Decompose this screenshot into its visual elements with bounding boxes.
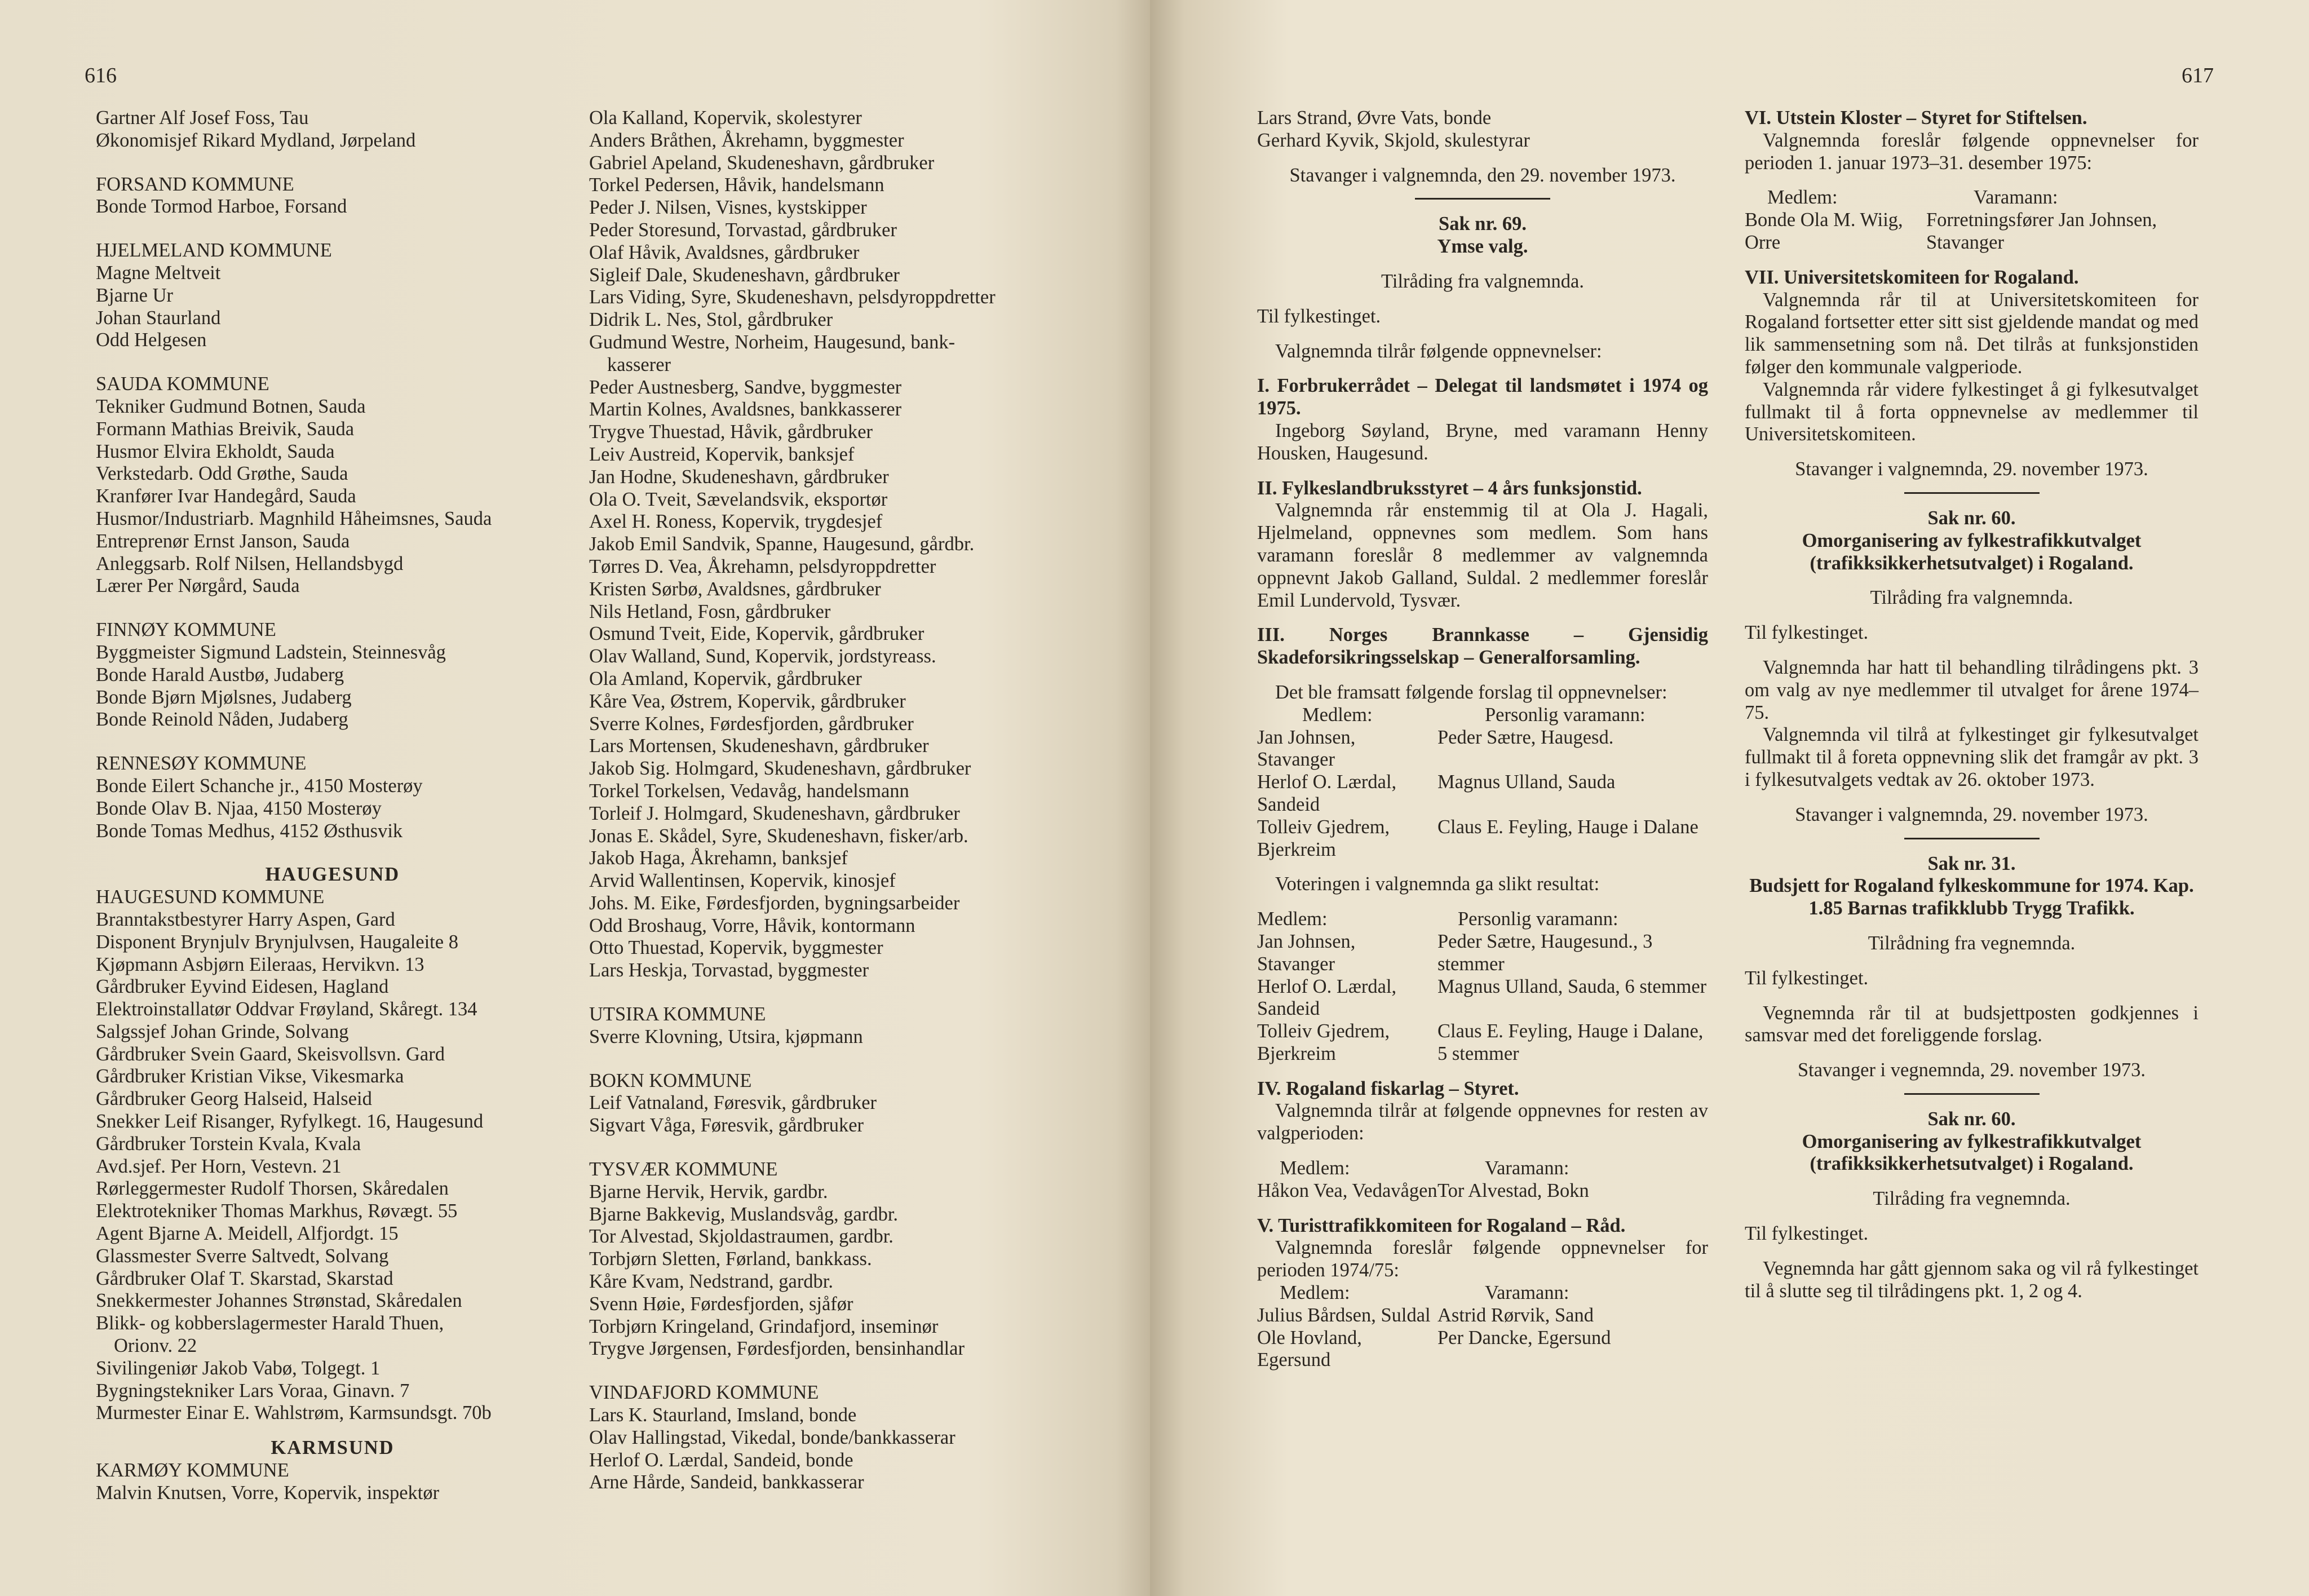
list-item: Byggmeister Sigmund Ladstein, Steinnesvåg: [96, 641, 446, 663]
list-item: Bonde Eilert Schanche jr., 4150 Mosterøy: [96, 775, 423, 797]
paragraph: Valgnemnda vil tilrå at fylkestinget gir fylkesutvalget fullmakt til å foreta oppnevning slik det framgår av pkt. 3 i fylkesutvalgets vedtak av 26. oktober 1973.: [1745, 724, 2199, 790]
list-item: Ola O. Tveit, Sævelandsvik, eksportør: [589, 488, 888, 510]
list-item: Torbjørn Sletten, Førland, bankkass.: [589, 1248, 872, 1270]
case-subtitle: Omorganisering av fylkestrafikkutvalget (trafikksikkerhetsutvalget) i Rogaland.: [1802, 1130, 2142, 1175]
list-item: Entreprenør Ernst Janson, Sauda: [96, 530, 350, 552]
signature-line: Stavanger i vegnemnda, 29. november 1973.: [1797, 1059, 2146, 1081]
list-item: Økonomisjef Rikard Mydland, Jørpeland: [96, 129, 416, 151]
list-item: Jan Hodne, Skudeneshavn, gårdbruker: [589, 466, 889, 488]
list-item: Orionv. 22: [114, 1335, 197, 1357]
municipality-heading: RENNESØY KOMMUNE: [96, 753, 307, 775]
paragraph: Valgnemnda tilrår følgende oppnevnelser:: [1275, 340, 1602, 362]
table-row: [1257, 1305, 1708, 1327]
list-item: Osmund Tveit, Eide, Kopervik, gårdbruker: [589, 623, 925, 645]
list-item: Olav Hallingstad, Vikedal, bonde/bankkasserar: [589, 1426, 956, 1448]
spacer: [589, 1360, 1063, 1382]
column-header: Varamann:: [1974, 187, 2058, 209]
case-title: Sak nr. 69.: [1439, 213, 1527, 235]
spacer: [589, 1137, 1063, 1159]
column-header: Medlem:: [1280, 1282, 1350, 1304]
list-item: Kåre Vea, Østrem, Kopervik, gårdbruker: [589, 690, 906, 712]
list-item: Rørleggermester Rudolf Thorsen, Skåredalen: [96, 1178, 449, 1200]
list-item: Lars Viding, Syre, Skudeneshavn, pelsdyroppdretter: [589, 286, 996, 308]
table-header: [1257, 908, 1708, 931]
column-header: Personlig varamann:: [1485, 704, 1646, 726]
table-cell: Julius Bårdsen, Suldal: [1257, 1304, 1431, 1326]
list-item: Bygningstekniker Lars Voraa, Ginavn. 7: [96, 1380, 410, 1402]
paragraph: Ingeborg Søyland, Bryne, med varamann Henny Housken, Haugesund.: [1257, 419, 1708, 464]
spacer: [96, 152, 569, 174]
table-row: [1257, 816, 1708, 861]
list-item: Sivilingeniør Jakob Vabø, Tolgegt. 1: [96, 1357, 381, 1379]
table-cell: Håkon Vea, Vedavågen: [1257, 1179, 1437, 1201]
section-title: I. Forbrukerrådet – Delegat til landsmøtet i 1974 og 1975.: [1257, 375, 1708, 419]
section-title: VII. Universitetskomiteen for Rogaland.: [1745, 266, 2079, 288]
list-item: Torkel Torkelsen, Vedavåg, handelsmann: [589, 780, 909, 802]
paragraph: Valgnemnda foreslår følgende oppnevnelser for perioden 1. januar 1973–31. desember 1975:: [1745, 129, 2199, 174]
list-item: Sverre Kolnes, Førdesfjorden, gårdbruker: [589, 713, 914, 735]
list-item: Verkstedarb. Odd Grøthe, Sauda: [96, 463, 348, 485]
list-item: Anleggsarb. Rolf Nilsen, Hellandsbygd: [96, 552, 404, 574]
spacer: [96, 218, 569, 240]
left-column-2: [589, 107, 1063, 1494]
list-item: Gårdbruker Olaf T. Skarstad, Skarstad: [96, 1267, 393, 1289]
right-page: [1150, 0, 2309, 1596]
divider-rule: [1904, 1093, 2040, 1095]
list-item: Gabriel Apeland, Skudeneshavn, gårdbruker: [589, 152, 935, 174]
list-item: Gårdbruker Torstein Kvala, Kvala: [96, 1133, 361, 1155]
table-cell: Magnus Ulland, Sauda, 6 stemmer: [1437, 975, 1707, 997]
list-item: Bonde Tormod Harboe, Forsand: [96, 196, 347, 218]
divider-rule: [1415, 198, 1550, 200]
recommendation-heading: Tilråding fra vegnemnda.: [1873, 1188, 2071, 1210]
list-item: Blikk- og kobberslagermester Harald Thuen,: [96, 1312, 444, 1334]
list-item: Magne Meltveit: [96, 262, 221, 284]
column-header: Medlem:: [1280, 1157, 1350, 1179]
paragraph: Valgnemnda rår videre fylkestinget å gi fylkesutvalget fullmakt til å forta oppnevnelse av medlemmer til Universitetskomiteen.: [1745, 378, 2199, 445]
list-item: Ola Kalland, Kopervik, skolestyrer: [589, 107, 862, 129]
list-item: Torbjørn Kringeland, Grindafjord, inseminør: [589, 1315, 939, 1337]
list-item: Trygve Thuestad, Håvik, gårdbruker: [589, 421, 873, 443]
list-item: Arne Hårde, Sandeid, bankkasserar: [589, 1471, 864, 1493]
list-item: Sigleif Dale, Skudeneshavn, gårdbruker: [589, 264, 900, 286]
paragraph: Vegnemnda rår til at budsjettposten godkjennes i samsvar med det foreliggende forslag.: [1745, 1002, 2199, 1046]
list-item: Didrik L. Nes, Stol, gårdbruker: [589, 309, 833, 331]
list-item: Lars Heskja, Torvastad, byggmester: [589, 960, 869, 982]
list-item: Ola Amland, Kopervik, gårdbruker: [589, 667, 862, 689]
list-item: Axel H. Roness, Kopervik, trygdesjef: [589, 511, 883, 533]
table-cell: Tor Alvestad, Bokn: [1437, 1179, 1589, 1201]
table-cell: Per Dancke, Egersund: [1437, 1327, 1611, 1349]
table-cell: Herlof O. Lærdal, Sandeid: [1257, 975, 1397, 1020]
table-row: [1257, 727, 1708, 772]
section-title: IV. Rogaland fiskarlag – Styret.: [1257, 1077, 1519, 1099]
municipality-heading: HAUGESUND KOMMUNE: [96, 886, 325, 908]
table-row: [1257, 931, 1708, 976]
paragraph: Voteringen i valgnemnda ga slikt resultat:: [1275, 873, 1600, 895]
spacer: [96, 1425, 569, 1437]
table-row: [1257, 1327, 1708, 1372]
list-item: Jakob Haga, Åkrehamn, banksjef: [589, 847, 848, 869]
list-item: Glassmester Sverre Saltvedt, Solvang: [96, 1245, 389, 1267]
list-item: Lars Mortensen, Skudeneshavn, gårdbruker: [589, 735, 929, 757]
spacer: [96, 352, 569, 373]
municipality-heading: FINNØY KOMMUNE: [96, 619, 276, 641]
list-item: Jakob Emil Sandvik, Spanne, Haugesund, gårdbr.: [589, 533, 975, 555]
paragraph: Det ble framsatt følgende forslag til oppnevnelser:: [1275, 681, 1667, 703]
column-header: Varamann:: [1485, 1157, 1569, 1179]
list-item: Snekkermester Johannes Strønstad, Skåredalen: [96, 1290, 462, 1312]
table-cell: Jan Johnsen, Stavanger: [1257, 726, 1356, 771]
list-item: Olav Walland, Sund, Kopervik, jordstyreass.: [589, 646, 936, 667]
list-item: Olaf Håvik, Avaldsnes, gårdbruker: [589, 241, 860, 263]
list-item: Nils Hetland, Fosn, gårdbruker: [589, 600, 831, 622]
addressee: Til fylkestinget.: [1745, 1223, 1869, 1245]
list-item: Salgssjef Johan Grinde, Solvang: [96, 1020, 349, 1042]
recommendation-heading: Tilråding fra valgnemnda.: [1870, 587, 2073, 609]
list-item: Husmor/Industriarb. Magnhild Håheimsnes, Sauda: [96, 507, 492, 529]
case-title: Sak nr. 31.: [1927, 852, 2016, 874]
municipality-heading: VINDAFJORD KOMMUNE: [589, 1382, 819, 1404]
list-item: Avd.sjef. Per Horn, Vestevn. 21: [96, 1155, 342, 1177]
column-header: Medlem:: [1302, 704, 1373, 726]
column-header: Varamann:: [1485, 1282, 1569, 1304]
right-column-1: [1257, 107, 1708, 1372]
list-item: Sverre Klovning, Utsira, kjøpmann: [589, 1025, 863, 1047]
signature-line: Stavanger i valgnemnda, 29. november 1973.: [1795, 458, 2148, 480]
case-subtitle: Budsjett for Rogaland fylkeskommune for 1974. Kap. 1.85 Barnas trafikklubb Trygg Trafikk.: [1749, 875, 2194, 919]
region-heading: KARMSUND: [271, 1437, 395, 1459]
table-cell: Peder Sætre, Haugesund., 3 stemmer: [1437, 930, 1653, 975]
list-item: Husmor Elvira Ekholdt, Sauda: [96, 440, 335, 462]
municipality-heading: TYSVÆR KOMMUNE: [589, 1159, 778, 1181]
list-item: Bonde Tomas Medhus, 4152 Østhusvik: [96, 820, 403, 842]
list-item: Disponent Brynjulv Brynjulvsen, Haugaleite 8: [96, 931, 458, 953]
signature-line: Stavanger i valgnemnda, 29. november 1973.: [1795, 803, 2148, 825]
list-item: Peder J. Nilsen, Visnes, kystskipper: [589, 197, 867, 219]
table-cell: Magnus Ulland, Sauda: [1437, 771, 1616, 793]
list-item: Gårdbruker Eyvind Eidesen, Hagland: [96, 976, 389, 998]
list-item: Herlof O. Lærdal, Sandeid, bonde: [589, 1449, 853, 1471]
paragraph: Valgnemnda rår enstemmig til at Ola J. Hagali, Hjelmeland, oppnevnes som medlem. Som hans varamann foreslår 8 medlemmer av valgnemnda oppnevnt Jakob Galland, Suldal. 2 medlemmer foreslår Emil Lundervold, Tysvær.: [1257, 499, 1708, 611]
table-cell: Claus E. Feyling, Hauge i Dalane: [1437, 816, 1698, 838]
list-item: Tor Alvestad, Skjoldastraumen, gardbr.: [589, 1226, 893, 1248]
list-item: Odd Broshaug, Vorre, Håvik, kontormann: [589, 914, 915, 936]
list-item: Otto Thuestad, Kopervik, byggmester: [589, 937, 883, 959]
spacer: [96, 731, 569, 753]
list-item: Gårdbruker Kristian Vikse, Vikesmarka: [96, 1066, 404, 1087]
list-item: Sigvart Våga, Føresvik, gårdbruker: [589, 1115, 864, 1137]
case-subtitle: Omorganisering av fylkestrafikkutvalget (trafikksikkerhetsutvalget) i Rogaland.: [1802, 529, 2142, 574]
recommendation-heading: Tilrådning fra vegnemnda.: [1868, 932, 2076, 954]
list-item: Gårdbruker Georg Halseid, Halseid: [96, 1088, 372, 1110]
text-line: Gerhard Kyvik, Skjold, skulestyrar: [1257, 129, 1530, 151]
list-item: Arvid Wallentinsen, Kopervik, kinosjef: [589, 870, 896, 892]
municipality-heading: HJELMELAND KOMMUNE: [96, 240, 332, 262]
list-item: Bonde Harald Austbø, Judaberg: [96, 664, 344, 686]
list-item: Elektrotekniker Thomas Markhus, Røvægt. 55: [96, 1200, 458, 1222]
table-cell: Ole Hovland, Egersund: [1257, 1327, 1362, 1371]
list-item: Odd Helgesen: [96, 329, 207, 351]
left-column-1: [96, 107, 569, 1505]
table-cell: Bonde Ola M. Wiig, Orre: [1745, 209, 1903, 253]
recommendation-heading: Tilråding fra valgnemnda.: [1381, 270, 1584, 292]
signature-line: Stavanger i valgnemnda, den 29. november 1973.: [1289, 164, 1676, 186]
municipality-heading: KARMØY KOMMUNE: [96, 1460, 289, 1482]
list-item: Gartner Alf Josef Foss, Tau: [96, 107, 309, 129]
section-title: V. Turisttrafikkomiteen for Rogaland – Råd.: [1257, 1214, 1626, 1236]
list-item: Leif Vatnaland, Føresvik, gårdbruker: [589, 1092, 877, 1114]
list-item: Svenn Høie, Førdesfjorden, sjåfør: [589, 1293, 853, 1315]
region-heading: HAUGESUND: [265, 864, 400, 886]
table-row: [1257, 1020, 1708, 1066]
list-item: Formann Mathias Breivik, Sauda: [96, 418, 355, 440]
page-number: 616: [85, 64, 117, 87]
table-cell: Tolleiv Gjedrem, Bjerkreim: [1257, 816, 1390, 860]
list-item: Elektroinstallatør Oddvar Frøyland, Skåregt. 134: [96, 998, 477, 1020]
list-item: Peder Storesund, Torvastad, gårdbruker: [589, 219, 897, 241]
divider-rule: [1904, 838, 2040, 839]
list-item: Kjøpmann Asbjørn Eileraas, Hervikvn. 13: [96, 953, 424, 975]
case-title: Sak nr. 60.: [1927, 1108, 2016, 1130]
list-item: Lærer Per Nørgård, Sauda: [96, 575, 300, 597]
section-title: III. Norges Brannkasse – Gjensidig Skadeforsikringsselskap – Generalforsamling.: [1257, 624, 1708, 669]
table-cell: Forretningsfører Jan Johnsen, Stavanger: [1926, 209, 2157, 253]
list-item: Kåre Kvam, Nedstrand, gardbr.: [589, 1271, 834, 1293]
column-header: Personlig varamann:: [1458, 908, 1618, 930]
table-cell: Tolleiv Gjedrem, Bjerkreim: [1257, 1020, 1390, 1064]
list-item: kasserer: [607, 353, 671, 375]
divider-rule: [1904, 492, 2040, 494]
case-subtitle: Ymse valg.: [1437, 236, 1528, 258]
table-row: [1257, 1180, 1708, 1202]
list-item: Bjarne Bakkevig, Muslandsvåg, gardbr.: [589, 1203, 899, 1225]
table-cell: Astrid Rørvik, Sand: [1437, 1304, 1594, 1326]
table-row: [1257, 976, 1708, 1021]
paragraph: Valgnemnda foreslår følgende oppnevnelser for perioden 1974/75:: [1257, 1237, 1708, 1281]
list-item: Tørres D. Vea, Åkrehamn, pelsdyroppdretter: [589, 555, 936, 577]
list-item: Branntakstbestyrer Harry Aspen, Gard: [96, 908, 395, 930]
addressee: Til fylkestinget.: [1745, 967, 1869, 989]
list-item: Johs. M. Eike, Førdesfjorden, bygningsarbeider: [589, 892, 960, 914]
list-item: Bonde Reinold Nåden, Judaberg: [96, 709, 348, 731]
list-item: Bonde Bjørn Mjølsnes, Judaberg: [96, 686, 352, 708]
list-item: Jakob Sig. Holmgard, Skudeneshavn, gårdbruker: [589, 758, 971, 780]
spacer: [589, 1049, 1063, 1070]
municipality-heading: UTSIRA KOMMUNE: [589, 1003, 766, 1025]
spacer: [96, 598, 569, 619]
case-title: Sak nr. 60.: [1927, 507, 2016, 529]
list-item: Bonde Olav B. Njaa, 4150 Mosterøy: [96, 797, 382, 819]
table-header: [1745, 187, 2199, 209]
table-header: [1257, 704, 1708, 727]
spacer: [96, 842, 569, 864]
municipality-heading: BOKN KOMMUNE: [589, 1069, 752, 1091]
table-header: [1257, 1157, 1708, 1180]
list-item: Torkel Pedersen, Håvik, handelsmann: [589, 174, 884, 196]
section-title: VI. Utstein Kloster – Styret for Stiftelsen.: [1745, 107, 2087, 129]
list-item: Peder Austnesberg, Sandve, byggmester: [589, 376, 902, 398]
left-page: [0, 0, 1150, 1596]
section-title: II. Fylkeslandbruksstyret – 4 års funksjonstid.: [1257, 477, 1642, 499]
list-item: Bjarne Hervik, Hervik, gardbr.: [589, 1181, 828, 1202]
table-cell: Herlof O. Lærdal, Sandeid: [1257, 771, 1397, 815]
column-header: Medlem:: [1257, 908, 1328, 930]
addressee: Til fylkestinget.: [1257, 305, 1381, 327]
table-cell: Peder Sætre, Haugesd.: [1437, 726, 1614, 748]
table-header: [1257, 1282, 1708, 1305]
right-column-2: [1745, 107, 2199, 1302]
paragraph: Valgnemnda tilrår at følgende oppnevnes for resten av valgperioden:: [1257, 1100, 1708, 1144]
list-item: Snekker Leif Risanger, Ryfylkegt. 16, Haugesund: [96, 1111, 484, 1133]
page-number: 617: [2182, 64, 2214, 87]
list-item: Tekniker Gudmund Botnen, Sauda: [96, 395, 366, 417]
column-header: Medlem:: [1767, 187, 1838, 209]
paragraph: Valgnemnda har hatt til behandling tilrådingens pkt. 3 om valg av nye medlemmer til utvalget for årene 1974–75.: [1745, 656, 2199, 723]
list-item: Trygve Jørgensen, Førdesfjorden, bensinhandlar: [589, 1338, 965, 1360]
text-line: Lars Strand, Øvre Vats, bonde: [1257, 107, 1492, 129]
list-item: Gudmund Westre, Norheim, Haugesund, bank-: [589, 331, 956, 353]
addressee: Til fylkestinget.: [1745, 622, 1869, 644]
municipality-heading: FORSAND KOMMUNE: [96, 173, 294, 195]
list-item: Torleif J. Holmgard, Skudeneshavn, gårdbruker: [589, 802, 960, 824]
list-item: Murmester Einar E. Wahlstrøm, Karmsundsgt. 70b: [96, 1402, 492, 1424]
table-row: [1257, 771, 1708, 816]
list-item: Bjarne Ur: [96, 284, 173, 306]
list-item: Agent Bjarne A. Meidell, Alfjordgt. 15: [96, 1223, 399, 1245]
municipality-heading: SAUDA KOMMUNE: [96, 373, 269, 395]
table-cell: Jan Johnsen, Stavanger: [1257, 930, 1356, 975]
spacer: [589, 982, 1063, 1003]
list-item: Martin Kolnes, Avaldsnes, bankkasserer: [589, 399, 902, 421]
paragraph: Valgnemnda rår til at Universitetskomiteen for Rogaland fortsetter etter sitt sist gjeldende mandat og med lik sammensetning som nå. Det tilrås at funksjonstiden følger den kommunale valgperiode.: [1745, 289, 2199, 378]
list-item: Lars K. Staurland, Imsland, bonde: [589, 1404, 857, 1426]
list-item: Jonas E. Skådel, Syre, Skudeneshavn, fisker/arb.: [589, 825, 968, 847]
list-item: Gårdbruker Svein Gaard, Skeisvollsvn. Gard: [96, 1043, 445, 1065]
list-item: Kranfører Ivar Handegård, Sauda: [96, 485, 356, 507]
list-item: Leiv Austreid, Kopervik, banksjef: [589, 443, 855, 465]
paragraph: Vegnemnda har gått gjennom saka og vil rå fylkestinget til å slutte seg til tilrådingens pkt. 1, 2 og 4.: [1745, 1257, 2199, 1302]
list-item: Anders Bråthen, Åkrehamn, byggmester: [589, 129, 904, 151]
table-cell: Claus E. Feyling, Hauge i Dalane, 5 stemmer: [1437, 1020, 1704, 1064]
list-item: Johan Staurland: [96, 307, 221, 329]
list-item: Kristen Sørbø, Avaldsnes, gårdbruker: [589, 578, 881, 600]
table-row: [1745, 209, 2199, 254]
list-item: Malvin Knutsen, Vorre, Kopervik, inspektør: [96, 1482, 440, 1504]
